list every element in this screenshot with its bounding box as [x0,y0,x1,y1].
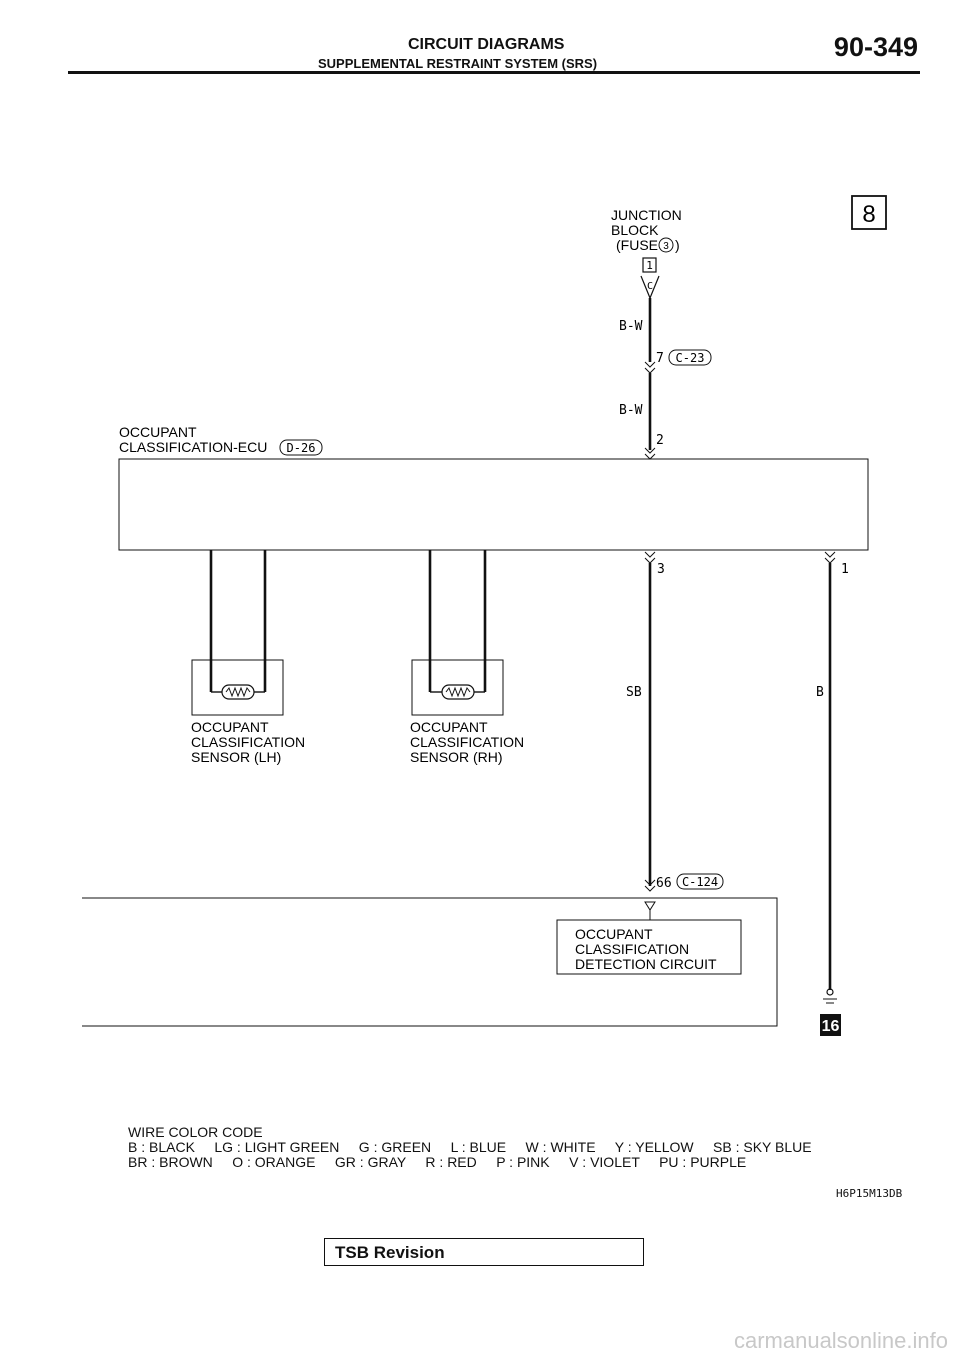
wire-sb-label: SB [626,685,642,700]
section-title: CIRCUIT DIAGRAMS [408,36,565,53]
detection-label-2: CLASSIFICATION [575,941,690,957]
pin-2: 2 [656,433,664,448]
sensor-rh-label-1: OCCUPANT [410,719,488,735]
fuse-terminal-c: C [646,281,654,292]
sensor-rh-box [412,660,503,715]
sensor-lh-label-1: OCCUPANT [191,719,269,735]
sensor-rh-label-3: SENSOR (RH) [410,749,503,765]
sensor-rh-label-2: CLASSIFICATION [410,734,525,750]
pin-66: 66 [656,876,672,891]
sensor-lh-box [192,660,283,715]
pin-1: 1 [841,562,849,577]
sensor-lh-label-3: SENSOR (LH) [191,749,282,765]
sensor-rh-resistor-zigzag [446,688,470,696]
ecu-box [119,459,868,550]
junction-block-label-1: JUNCTION [611,207,682,223]
ecu-pin-3-symbol [645,552,655,563]
wire-color-legend [128,1125,812,1170]
legend-row-1: B : BLACK LG : LIGHT GREEN G : GREEN L : BLUE W : WHITE Y : YELLOW SB : SKY BLUE [128,1139,812,1155]
junction-block-label-2: BLOCK [611,222,659,238]
connector-c124-label: C-124 [681,875,719,889]
detection-input-symbol [645,902,655,910]
junction-block-fuse-close: ) [675,237,680,253]
fuse-number: 3 [663,241,669,252]
connector-c23-label: C-23 [675,351,705,365]
legend-row-2: BR : BROWN O : ORANGE GR : GRAY R : RED P : PINK V : VIOLET PU : PURPLE [128,1154,747,1170]
sensor-lh-resistor-zigzag [226,688,250,696]
wire-bw-lower-label: B-W [619,403,643,418]
junction-block-fuse-label: (FUSE [616,237,658,253]
pin-3: 3 [657,562,665,577]
pin-7: 7 [656,351,664,366]
tsb-revision-box: TSB Revision [324,1238,644,1266]
watermark: carmanualsonline.info [733,1328,948,1353]
wire-b-label: B [816,685,824,700]
section-subtitle: SUPPLEMENTAL RESTRAINT SYSTEM (SRS) [318,56,598,71]
detection-label-1: OCCUPANT [575,926,653,942]
ecu-label-2: CLASSIFICATION-ECU [119,439,268,455]
connector-pin-number: 1 [646,259,653,272]
figure-code: H6P15M13DB [836,1187,903,1200]
detection-label-3: DETECTION CIRCUIT [575,956,717,972]
connector-c23-symbol [645,362,655,373]
wire-bw-upper-label: B-W [619,319,643,334]
ecu-pin-1-symbol [825,552,835,563]
ecu-label-1: OCCUPANT [119,424,197,440]
section-ref-number: 8 [862,201,876,228]
page-number: 90-349 [833,32,918,62]
connector-d26-label: D-26 [286,441,316,455]
legend-title: WIRE COLOR CODE [128,1124,263,1140]
ground-ref-number: 16 [821,1018,840,1035]
sensor-lh-label-2: CLASSIFICATION [191,734,306,750]
